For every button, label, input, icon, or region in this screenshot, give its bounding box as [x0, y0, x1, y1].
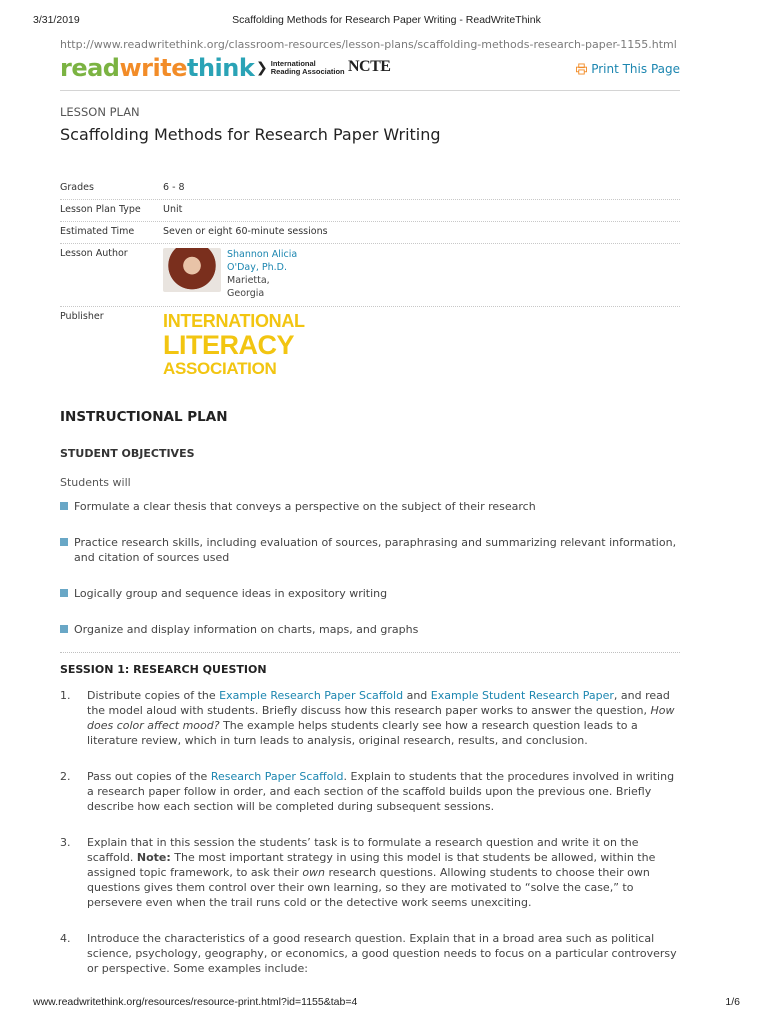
step-text: Introduce the characteristics of a good research question. Explain that in a broad area such as political science, psychology, geography, or economics, a good question needs to focus on a particular controversy or perspective. Some examples include:	[87, 932, 677, 975]
logo-think: think	[186, 54, 255, 82]
session-1-heading: SESSION 1: RESEARCH QUESTION	[60, 663, 267, 676]
emphasis-text: How does color affect mood?	[87, 704, 675, 732]
ila-line-3: ASSOCIATION	[163, 359, 277, 378]
square-bullet-icon	[60, 589, 68, 597]
step-text	[87, 769, 680, 814]
lesson-meta-table	[60, 178, 680, 385]
meta-value: Unit	[163, 204, 183, 215]
ira-line-2: Reading Association	[270, 67, 345, 76]
objective-text: Organize and display information on charts, maps, and graphs	[74, 623, 419, 636]
author-name-link[interactable]	[227, 248, 307, 274]
step-text	[87, 688, 680, 748]
page-title: Scaffolding Methods for Research Paper Writing	[60, 125, 441, 144]
text-run: The most important strategy in using this model is that students be allowed, within the assigned topic framework, to ask their	[87, 851, 656, 879]
objective-text: Logically group and sequence ideas in expository writing	[74, 587, 388, 600]
step-number: 4.	[60, 932, 71, 945]
text-run: . Explain to students that the procedures involved in writing a research paper follow in order, and each section of the scaffold builds upon the previous one. Briefly describe how each section will be completed during subsequent sessions.	[87, 770, 675, 813]
list-item	[60, 622, 680, 637]
text-run: Explain that in this session the students’ task is to formulate a research question and write it on the scaffold.	[87, 836, 639, 864]
example-paper-link[interactable]: Example Student Research Paper	[430, 689, 614, 702]
meta-label: Estimated Time	[60, 226, 135, 237]
step-number: 3.	[60, 836, 71, 849]
list-item	[60, 586, 680, 601]
author-name-line-1: Shannon Alicia	[227, 249, 298, 260]
author-location	[227, 274, 307, 300]
header-divider	[60, 90, 680, 91]
print-page-link[interactable]	[576, 62, 680, 76]
text-run: The example helps students clearly see how a research question leads to a literature review, which in turn leads to analysis, original research, results, and conclusion.	[87, 719, 638, 747]
print-tab-title: Scaffolding Methods for Research Paper Writing - ReadWriteThink	[232, 14, 541, 26]
author-avatar	[163, 248, 221, 292]
list-item	[60, 835, 680, 910]
print-footer-url: www.readwritethink.org/resources/resource-print.html?id=1155&tab=4	[33, 996, 358, 1008]
objectives-intro: Students will	[60, 476, 131, 489]
meta-label: Publisher	[60, 311, 104, 322]
author-name-line-2: O'Day, Ph.D.	[227, 262, 287, 273]
meta-label: Grades	[60, 182, 94, 193]
square-bullet-icon	[60, 538, 68, 546]
lesson-kicker: LESSON PLAN	[60, 105, 140, 119]
page-url[interactable]: http://www.readwritethink.org/classroom-resources/lesson-plans/scaffolding-methods-research-paper-1155.html	[60, 38, 677, 51]
ila-line-2: LITERACY	[163, 330, 294, 360]
print-page-label: Print This Page	[591, 62, 680, 76]
meta-row-grades	[60, 178, 680, 200]
author-loc-line-1: Marietta,	[227, 275, 270, 286]
text-run: , and read the model aloud with students. Briefly discuss how this research paper works to answer the question,	[87, 689, 670, 717]
meta-label: Lesson Author	[60, 248, 128, 259]
square-bullet-icon	[60, 502, 68, 510]
list-item	[60, 688, 680, 748]
author-loc-line-2: Georgia	[227, 288, 265, 299]
text-run: research questions. Allowing students to choose their own questions gives them control over their own learning, so they are motivated to “solve the case,” to persevere even when the trail runs cold or the detective work seems unexciting.	[87, 866, 650, 909]
text-run: Pass out copies of the	[87, 770, 211, 783]
objective-text: Formulate a clear thesis that conveys a perspective on the subject of their research	[74, 500, 536, 513]
note-label: Note:	[136, 851, 171, 864]
step-number: 2.	[60, 770, 71, 783]
text-run: and	[403, 689, 431, 702]
instructional-plan-heading: INSTRUCTIONAL PLAN	[60, 409, 228, 425]
ira-line-1: International	[270, 59, 316, 68]
list-item	[60, 931, 680, 976]
page-content	[60, 38, 680, 997]
student-objectives-heading: STUDENT OBJECTIVES	[60, 447, 195, 460]
meta-row-type	[60, 200, 680, 222]
meta-row-publisher	[60, 307, 680, 385]
brand-row	[60, 54, 680, 88]
session-1-steps	[60, 688, 680, 976]
objective-text: Practice research skills, including evaluation of sources, paraphrasing and summarizing relevant information, and citation of sources used	[74, 536, 677, 564]
meta-label: Lesson Plan Type	[60, 204, 141, 215]
emphasis-text: own	[302, 866, 326, 879]
list-item	[60, 499, 680, 514]
meta-value: Seven or eight 60-minute sessions	[163, 226, 328, 237]
research-scaffold-link[interactable]: Research Paper Scaffold	[210, 770, 344, 783]
step-number: 1.	[60, 689, 71, 702]
logo-read: read	[60, 54, 120, 82]
print-date: 3/31/2019	[33, 14, 80, 26]
list-item	[60, 535, 680, 565]
ila-publisher-logo[interactable]	[163, 311, 680, 379]
step-text	[87, 835, 680, 910]
author-box	[163, 248, 680, 300]
ila-line-1: INTERNATIONAL	[163, 311, 305, 331]
meta-row-time	[60, 222, 680, 244]
text-run: Distribute copies of the	[87, 689, 220, 702]
printer-icon	[576, 63, 587, 75]
objectives-list	[60, 499, 680, 637]
readwritethink-logo[interactable]	[60, 54, 254, 82]
ira-logo[interactable]	[256, 60, 345, 76]
ira-mark-icon: ❯	[256, 60, 268, 76]
ncte-logo[interactable]: NCTE	[348, 58, 391, 75]
example-scaffold-link[interactable]: Example Research Paper Scaffold	[219, 689, 404, 702]
logo-write: write	[119, 54, 187, 82]
print-page-indicator: 1/6	[725, 996, 740, 1008]
square-bullet-icon	[60, 625, 68, 633]
list-item	[60, 769, 680, 814]
meta-value: 6 - 8	[163, 182, 185, 193]
meta-row-author	[60, 244, 680, 307]
section-divider	[60, 652, 680, 653]
